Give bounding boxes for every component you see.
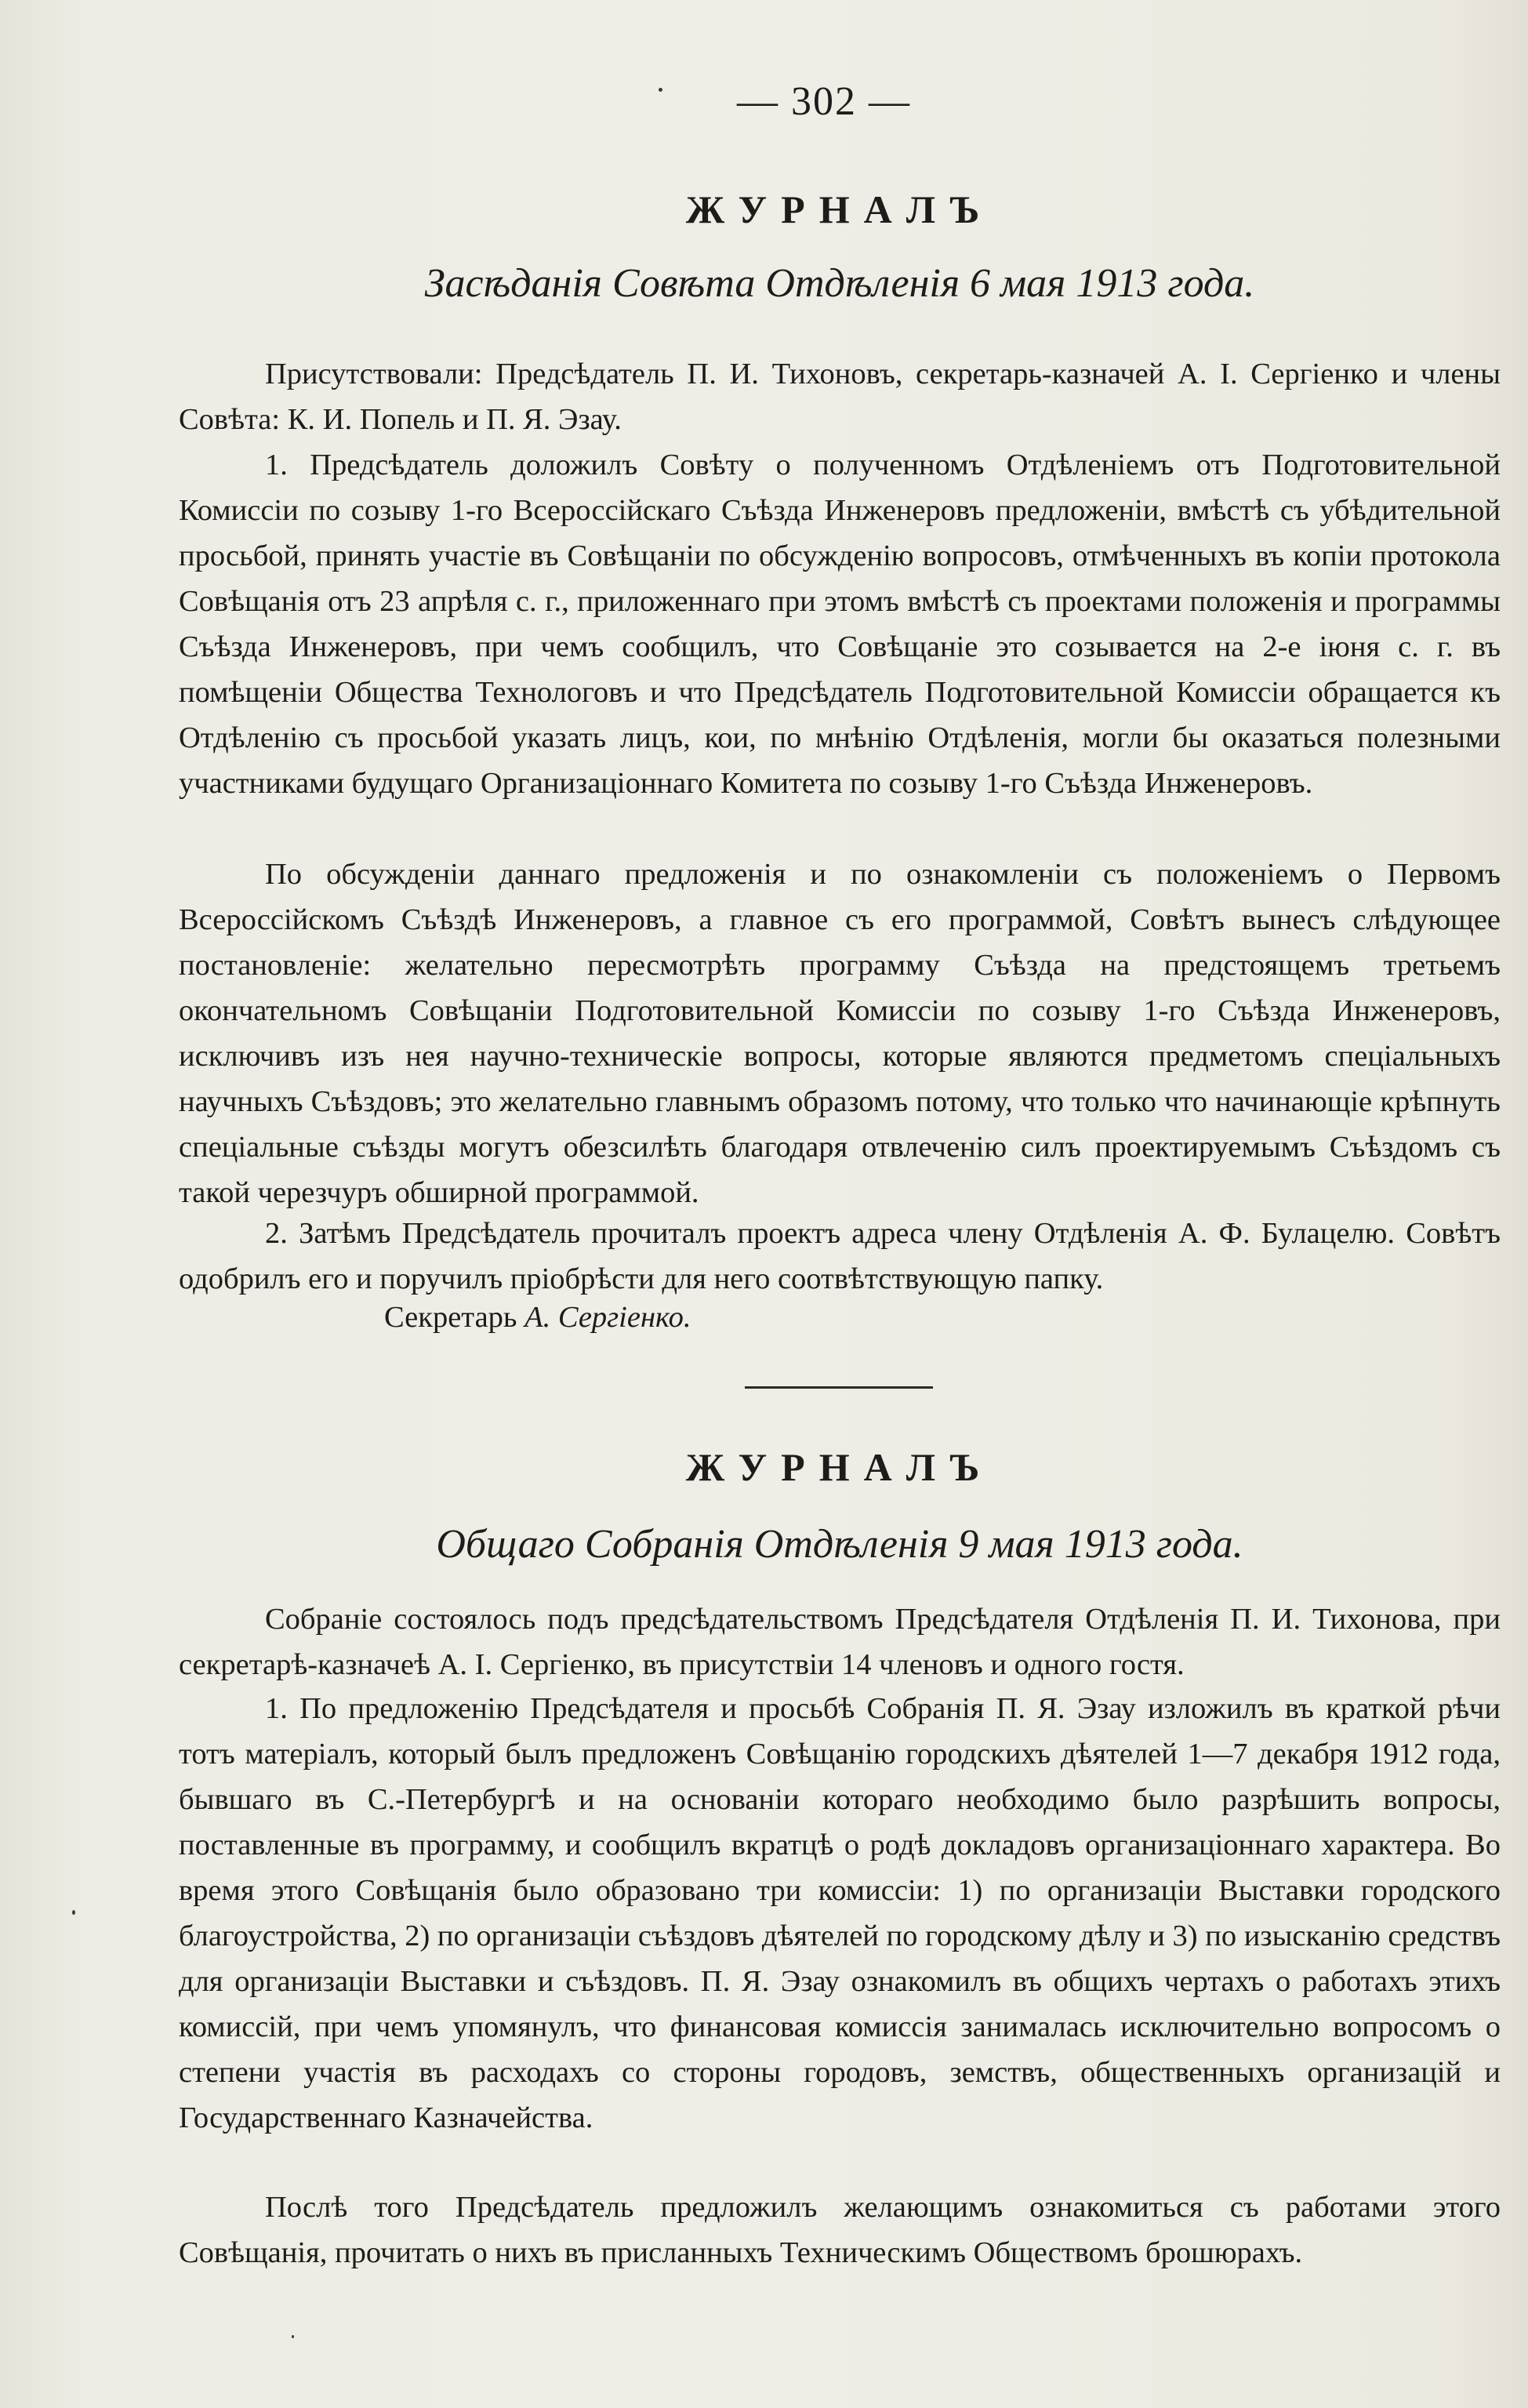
signature-line	[384, 1300, 691, 1335]
section1-heading: ЖУРНАЛЪ	[685, 187, 994, 231]
section1-subheading: Засѣданія Совѣта Отдѣленія 6 мая 1913 года.	[424, 261, 1255, 306]
section1-paragraph-resolution: По обсужденіи даннаго предложенія и по ознакомленіи съ положеніемъ о Первомъ Всероссійскомъ Съѣздѣ Инженеровъ, а главное съ его программой, Совѣтъ вынесъ слѣдующее постановленіе: желательно пересмотрѣть программу Съѣзда на предстоящемъ третьемъ окончательномъ Совѣщаніи Подготовительной Комиссіи по созыву 1-го Съѣзда Инженеровъ, исключивъ изъ нея научно-техническіе вопросы, которые являются предметомъ спеціальныхъ научныхъ Съѣздовъ; это желательно главнымъ образомъ потому, что только что начинающіе крѣпнуть спеціальные съѣзды могутъ обезсилѣть благодаря отвлеченію силъ проектируемымъ Съѣздомъ съ такой черезчуръ обширной программой.	[179, 858, 1501, 1209]
section1-paragraph-item-1: 1. Предсѣдатель доложилъ Совѣту о полученномъ Отдѣленіемъ отъ Подготовительной Комиссіи по созыву 1-го Всероссійскаго Съѣзда Инженеровъ предложеніи, вмѣстѣ съ убѣдительной просьбой, принять участіе въ Совѣщаніи по обсужденію вопросовъ, отмѣченныхъ въ копіи протокола Совѣщанія отъ 23 апрѣля с. г., приложеннаго при этомъ вмѣстѣ съ проектами положенія и программы Съѣзда Инженеровъ, при чемъ сообщилъ, что Совѣщаніе это созывается на 2-е іюня с. г. въ помѣщеніи Общества Технологовъ и что Предсѣдатель Подготовительной Комиссіи обращается къ Отдѣленію съ просьбой указать лицъ, кои, по мнѣнію Отдѣленія, могли бы оказаться полезными участниками будущаго Организаціоннаго Комитета по созыву 1-го Съѣзда Инженеровъ.	[179, 449, 1501, 800]
section2-subheading: Общаго Собранія Отдѣленія 9 мая 1913 года.	[436, 1522, 1243, 1567]
page-number: — 302 —	[737, 79, 911, 124]
scan-speck	[72, 1910, 75, 1915]
section2-paragraph-item-1: 1. По предложенію Предсѣдателя и просьбѣ Собранія П. Я. Эзау изложилъ въ краткой рѣчи тотъ матеріалъ, который былъ предложенъ Совѣщанію городскихъ дѣятелей 1—7 декабря 1912 года, бывшаго въ С.-Петербургѣ и на основаніи котораго необходимо было разрѣшить вопросы, поставленные въ программу, и сообщилъ вкратцѣ о родѣ докладовъ организаціоннаго характера. Во время этого Совѣщанія было образовано три комиссіи: 1) по организаціи Выставки городского благоустройства, 2) по организаціи съѣздовъ дѣятелей по городскому дѣлу и 3) по изысканію средствъ для организаціи Выставки и съѣздовъ. П. Я. Эзау ознакомилъ въ общихъ чертахъ о работахъ этихъ комиссій, при чемъ упомянулъ, что финансовая комиссія занималась исключительно вопросомъ о степени участія въ расходахъ со стороны городовъ, земствъ, общественныхъ организацій и Государственнаго Казначейства.	[179, 1692, 1501, 2134]
section1-paragraph-item-2: 2. Затѣмъ Предсѣдатель прочиталъ проектъ адреса члену Отдѣленія А. Ф. Булацелю. Совѣтъ одобрилъ его и поручилъ пріобрѣсти для него соотвѣтствующую папку.	[179, 1217, 1501, 1295]
scan-speck	[292, 2335, 294, 2338]
signature-role: Секретарь	[384, 1301, 517, 1334]
section2-heading: ЖУРНАЛЪ	[685, 1445, 994, 1489]
scan-speck	[659, 88, 662, 92]
section2-paragraph-closing: Послѣ того Предсѣдатель предложилъ желающимъ ознакомиться съ работами этого Совѣщанія, прочитать о нихъ въ присланныхъ Техническимъ Обществомъ брошюрахъ.	[179, 2191, 1501, 2269]
section2-paragraph-attendance: Собраніе состоялось подъ предсѣдательствомъ Предсѣдателя Отдѣленія П. И. Тихонова, при секретарѣ-казначеѣ А. І. Сергіенко, въ присутствіи 14 членовъ и одного гостя.	[179, 1603, 1501, 1681]
section1-paragraph-attendance: Присутствовали: Предсѣдатель П. И. Тихоновъ, секретарь-казначей А. І. Сергіенко и члены Совѣта: К. И. Попель и П. Я. Эзау.	[179, 358, 1501, 436]
signature-name: А. Сергіенко.	[524, 1301, 691, 1334]
section-divider	[745, 1386, 933, 1389]
